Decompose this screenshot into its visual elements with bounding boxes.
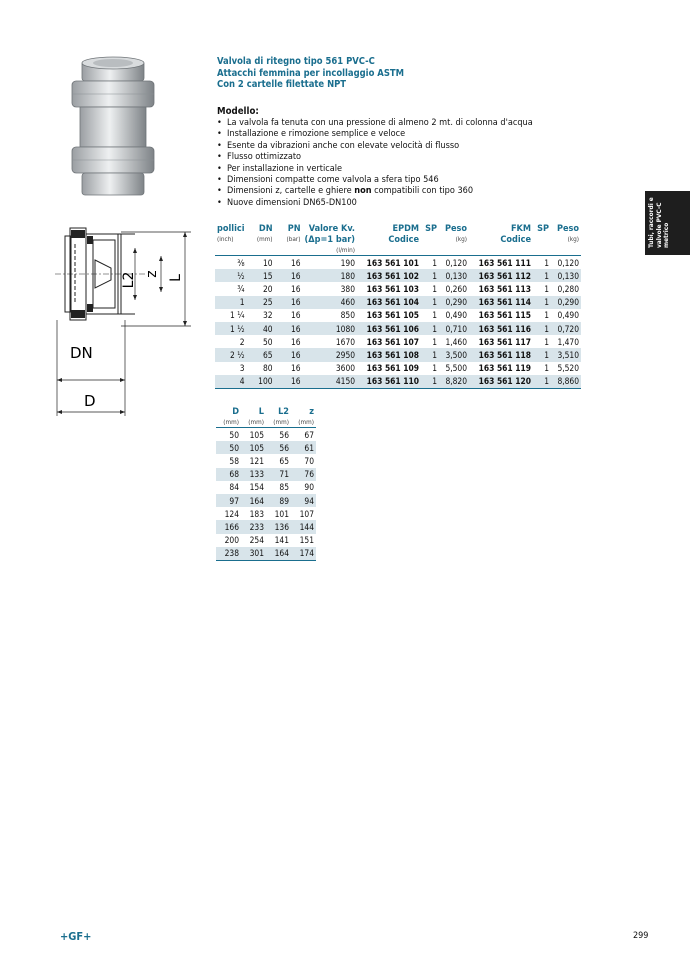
dimensions-table-cell: 67 [291,428,316,442]
codes-table-cell: 100 [247,375,275,389]
feature-item: • Esente da vibrazioni anche con elevate velocità di flusso [217,141,533,152]
dim-l2-label: L2 [121,271,137,289]
codes-table-row [215,335,581,348]
col-weight-fkm: Peso (kg) [556,224,580,243]
dimensions-table-cell: 90 [304,482,314,493]
codes-table-cell: 1 [432,283,438,294]
codes-table-cell: 3600 [335,363,356,374]
dimensions-table-cell: 174 [291,547,316,561]
codes-table-cell: 1 [533,375,551,389]
codes-table-cell: 1 [533,296,551,309]
codes-table-cell: 1 [544,336,550,347]
codes-table-cell: 1 [544,363,550,374]
codes-table-cell: 3 [239,363,245,374]
codes-table-cell: 80 [262,363,273,374]
col-sp-fkm: SP [537,224,550,234]
codes-table-cell: 1 [421,322,439,335]
codes-table-row [215,375,581,389]
section-side-tab [645,191,690,255]
model-heading: Modello: [217,106,259,117]
codes-table-cell: 1 [432,336,438,347]
codes-table-cell: 65 [247,348,275,361]
codes-table-cell: 0,130 [551,269,581,282]
col-pn: PN (bar) [286,224,301,243]
page-number: 299 [633,931,649,941]
codes-table-cell: 1 [421,348,439,361]
codes-table-cell: 0,720 [551,322,581,335]
dimensions-table-cell: 141 [274,535,289,546]
codes-table-cell: 2 [239,336,245,347]
feature-item [217,186,533,197]
codes-table-row [215,296,581,309]
codes-table-cell: 163 561 118 [469,348,533,361]
dimensions-table-cell: 89 [266,494,291,507]
col-z: z (mm) [298,407,314,426]
codes-table-cell: 380 [340,283,356,294]
dimensions-table-cell: 254 [249,535,264,546]
codes-table-cell: 16 [275,348,303,361]
col-inch: pollici (inch) [217,224,245,243]
product-title [217,56,404,91]
codes-table-cell: 50 [262,336,273,347]
codes-table-cell: 1 [533,322,551,335]
dim-z-label: z [144,270,160,278]
feature-emphasis: non [354,186,372,197]
feature-item: • Per installazione in verticale [217,164,533,175]
dimensions-table-cell: 101 [274,508,289,519]
codes-table-cell: 163 561 109 [366,363,420,374]
dimensions-table-cell: 71 [266,468,291,481]
codes-table-cell: 1,470 [557,336,580,347]
codes-table-cell: 1 [421,256,439,270]
codes-table-cell: 163 561 119 [478,363,532,374]
codes-table-cell: 0,290 [439,296,469,309]
codes-table-cell: 163 561 117 [478,336,532,347]
codes-table-cell: 0,120 [439,256,469,270]
codes-table-cell: 1 ¼ [230,310,245,321]
codes-table-cell: ⅜ [215,256,247,270]
codes-table-cell: 16 [275,296,303,309]
codes-table-cell: 4 [215,375,247,389]
codes-table-cell: 20 [262,283,273,294]
codes-table-cell: 1 [544,310,550,321]
codes-table-cell: 8,860 [551,375,581,389]
dim-d-label: D [84,392,96,410]
col-epdm-code: EPDM Codice [388,224,420,245]
codes-table-cell: 163 561 101 [357,256,421,270]
codes-table-cell: 163 561 104 [357,296,421,309]
feature-item: • Nuove dimensioni DN65-DN100 [217,198,533,209]
dimensions-table-row [216,520,316,533]
codes-table-cell: 16 [290,363,301,374]
dimensions-table-cell: 56 [266,428,291,442]
col-fkm-code: FKM Codice [500,224,532,245]
codes-table-cell: 163 561 116 [469,322,533,335]
codes-table-cell: 163 561 111 [469,256,533,270]
col-sp-epdm: SP [425,224,438,234]
dimensions-table-row [216,494,316,507]
codes-table-row [215,256,581,270]
dimensions-table-cell: 50 [216,428,241,442]
feature-item: • Flusso ottimizzato [217,152,533,163]
codes-table-cell: 163 561 106 [357,322,421,335]
codes-table-cell: 2950 [303,348,357,361]
valve-technical-drawing [35,220,195,425]
codes-table-row [215,269,581,282]
codes-table-cell: 1 [533,348,551,361]
codes-table-cell: 2 ½ [215,348,247,361]
codes-table-cell: 16 [275,375,303,389]
codes-table-cell: 163 561 108 [357,348,421,361]
dimensions-table-cell: 105 [241,428,266,442]
codes-table-cell: 190 [303,256,357,270]
dim-dn-label: DN [70,344,93,362]
dimensions-table-cell: 200 [224,535,239,546]
dimensions-table-cell: 164 [266,547,291,561]
codes-table-cell: 460 [303,296,357,309]
valve-photo [60,55,166,205]
dimensions-table-row [216,454,316,467]
dimensions-table-cell: 85 [279,482,289,493]
codes-table-cell: 163 561 114 [469,296,533,309]
dimensions-table-cell: 151 [299,535,314,546]
codes-table-cell: 180 [303,269,357,282]
feature-item: • Installazione e rimozione semplice e veloce [217,129,533,140]
dimensions-table-cell: 50 [216,441,241,454]
dimensions-table-cell: 84 [229,482,239,493]
dimensions-table-cell: 94 [291,494,316,507]
title-line-3: Con 2 cartelle filettate NPT [217,79,347,91]
title-line-1: Valvola di ritegno tipo 561 PVC-C [217,56,375,67]
col-l: L (mm) [248,407,264,426]
dimensions-table-cell: 136 [266,520,291,533]
dimensions-table-cell: 144 [291,520,316,533]
dimensions-table-cell: 76 [291,468,316,481]
dimensions-table-cell: 58 [229,455,239,466]
dimensions-table [216,407,316,561]
feature-item: • Dimensioni compatte come valvola a sfera tipo 546 [217,175,533,186]
dimensions-table-cell: 61 [291,441,316,454]
codes-table-row [215,348,581,361]
codes-table-cell: 0,260 [445,283,468,294]
codes-table-cell: 16 [290,283,301,294]
dimensions-table-cell: 124 [224,508,239,519]
codes-table-cell: 0,130 [439,269,469,282]
codes-table-cell: 5,500 [445,363,468,374]
codes-table-row [215,322,581,335]
codes-table-cell: 1 ½ [215,322,247,335]
codes-table-cell: 163 561 107 [366,336,420,347]
dimensions-table-cell: 238 [216,547,241,561]
feature-item: • La valvola fa tenuta con una pressione di almeno 2 mt. di colonna d'acqua [217,118,533,129]
codes-table-cell: 3,500 [439,348,469,361]
codes-table-cell: 0,120 [551,256,581,270]
codes-table-cell: ½ [215,269,247,282]
codes-table-cell: 8,820 [439,375,469,389]
dimensions-table-cell: 301 [241,547,266,561]
feature-text-a: Dimensioni z, cartelle e ghiere [227,186,355,197]
dimensions-table-cell: 107 [299,508,314,519]
dimensions-table-row [216,428,316,442]
codes-table-cell: 16 [275,322,303,335]
codes-table-cell: 0,710 [439,322,469,335]
codes-table-cell: 1 [421,296,439,309]
codes-table-cell: 16 [275,269,303,282]
feature-text-b: compatibili con tipo 360 [371,186,474,197]
codes-table-cell: 1080 [303,322,357,335]
codes-table-cell: 16 [290,336,301,347]
dimensions-table-cell: 105 [241,441,266,454]
dimensions-table-cell: 121 [249,455,264,466]
codes-table-cell: 163 561 113 [478,283,532,294]
codes-table-cell: 1 [544,283,550,294]
dimensions-table-cell: 68 [216,468,241,481]
codes-table-cell: 850 [340,310,356,321]
codes-table-cell: 1 [533,269,551,282]
dimensions-table-row [216,507,316,520]
codes-table-cell: 5,520 [557,363,580,374]
codes-table-cell: 16 [275,256,303,270]
codes-table-cell: 0,290 [551,296,581,309]
dimensions-table-row [216,468,316,481]
codes-table-cell: 163 561 112 [469,269,533,282]
codes-table-cell: 1 [421,375,439,389]
col-l2: L2 (mm) [273,407,289,426]
dimensions-table-cell: 65 [279,455,289,466]
col-kv: Valore Kv. (Δp=1 bar) (l/min) [304,224,356,254]
dimensions-table-cell: 56 [266,441,291,454]
codes-table-cell: 25 [247,296,275,309]
codes-table-cell: 40 [247,322,275,335]
codes-table-cell: 32 [262,310,273,321]
dimensions-table-cell: 164 [241,494,266,507]
dimensions-table-cell: 97 [216,494,241,507]
col-weight-epdm: Peso (kg) [444,224,468,243]
dimensions-table-cell: 183 [249,508,264,519]
dimensions-table-row [216,441,316,454]
codes-table-cell: 0,490 [445,310,468,321]
codes-table-cell: ¾ [237,283,245,294]
codes-table-header [215,224,581,256]
codes-table-cell: 16 [290,310,301,321]
gf-logo: +GF+ [60,930,92,943]
codes-table-cell: 1 [432,310,438,321]
dimensions-table-cell: 154 [249,482,264,493]
codes-table-cell: 163 561 120 [469,375,533,389]
codes-table-cell: 1 [432,363,438,374]
codes-table-cell: 163 561 103 [366,283,420,294]
codes-table-cell: 163 561 115 [478,310,532,321]
codes-table-cell: 1670 [335,336,356,347]
dimensions-table-cell: 166 [216,520,241,533]
codes-table [215,224,581,389]
codes-table-row [215,309,581,322]
codes-table-cell: 163 561 105 [366,310,420,321]
codes-table-row [215,282,581,295]
col-dn: DN (mm) [256,224,273,243]
codes-table-cell: 0,490 [557,310,580,321]
codes-table-cell: 1 [421,269,439,282]
codes-table-cell: 3,510 [551,348,581,361]
dimensions-table-cell: 233 [241,520,266,533]
codes-table-cell: 15 [247,269,275,282]
dim-l-label: L [168,274,184,282]
dimensions-table-row [216,534,316,547]
col-d: D (mm) [223,407,239,426]
codes-table-cell: 1 [533,256,551,270]
title-line-2: Attacchi femmina per incollaggio ASTM [217,67,405,79]
codes-table-cell: 163 561 110 [357,375,421,389]
codes-table-cell: 4150 [303,375,357,389]
dimensions-table-cell: 133 [241,468,266,481]
dimensions-table-row [216,481,316,494]
feature-list [217,118,533,209]
section-side-tab-label: Tubi, raccordi e valvole PVC-C metrico [647,197,670,248]
codes-table-cell: 1 [215,296,247,309]
dimensions-table-header [216,407,316,428]
codes-table-cell: 1,460 [445,336,468,347]
codes-table-cell: 0,280 [557,283,580,294]
dimensions-table-cell: 70 [304,455,314,466]
codes-table-cell: 10 [247,256,275,270]
dimensions-table-row [216,547,316,561]
codes-table-cell: 163 561 102 [357,269,421,282]
codes-table-row [215,362,581,375]
